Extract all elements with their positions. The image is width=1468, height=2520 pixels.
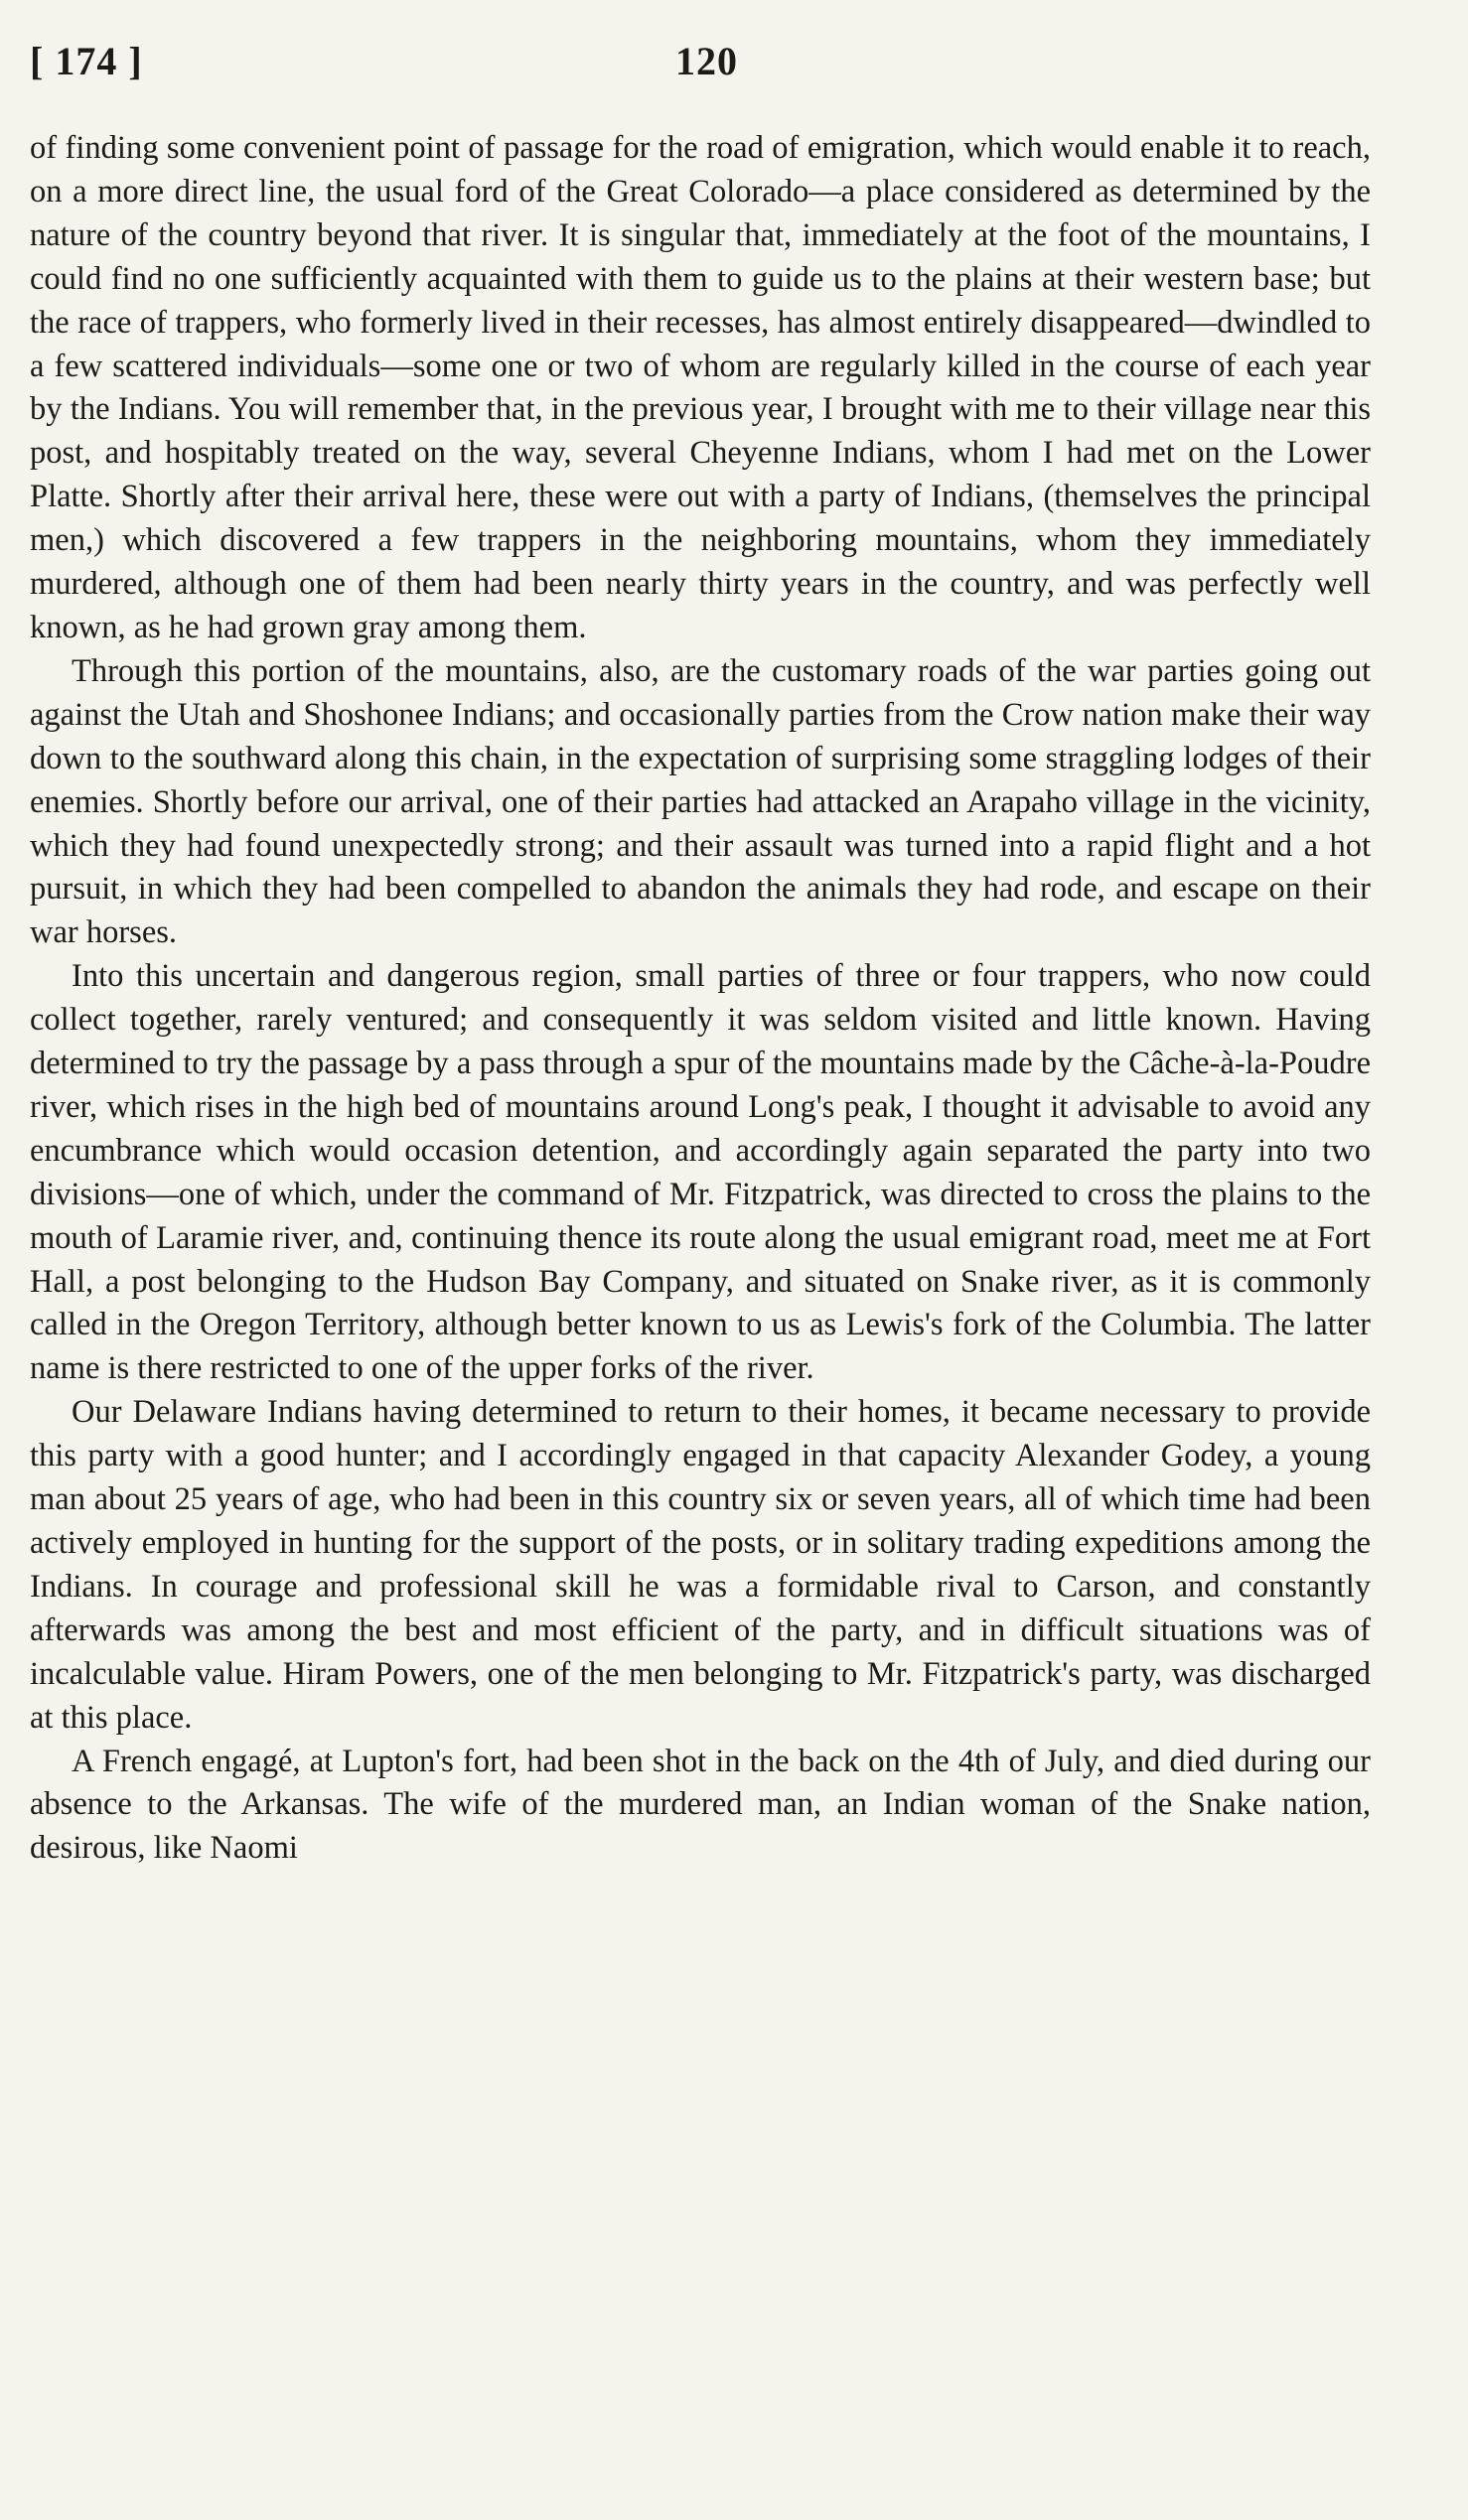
paragraph-1: of finding some convenient point of passage for the road of emigration, which would enable it to reach, on a more direct line, the usual ford of the Great Colorado—a place considered as determined by the nature of the country beyond that river. It is singular that, immediately at the foot of the mountains, I could find no one sufficiently acquainted with them to guide us to the plains at their western base; but the race of trappers, who formerly lived in their recesses, has almost entirely disappeared—dwindled to a few scattered individuals—some one or two of whom are regularly killed in the course of each year by the Indians. You will remember that, in the previous year, I brought with me to their village near this post, and hospitably treated on the way, several Cheyenne Indians, whom I had met on the Lower Platte. Shortly after their arrival here, these were out with a party of Indians, (themselves the principal men,) which discovered a few trappers in the neighboring mountains, whom they immediately murdered, although one of them had been nearly thirty years in the country, and was perfectly well known, as he had grown gray among them. — [30, 130, 1371, 645]
paragraph-3: Into this uncertain and dangerous region, small parties of three or four trappers, who now could collect together, rarely ventured; and consequently it was seldom visited and little known. Having determined to try the passage by a pass through a spur of the mountains made by the Câche-à-la-Poudre river, which rises in the high bed of mountains around Long's peak, I thought it advisable to avoid any encumbrance which would occasion detention, and accordingly again separated the party into two divisions—one of which, under the command of Mr. Fitzpatrick, was directed to cross the plains to the mouth of Laramie river, and, continuing thence its route along the usual emigrant road, meet me at Fort Hall, a post belonging to the Hudson Bay Company, and situated on Snake river, as it is commonly called in the Oregon Territory, although better known to us as Lewis's fork of the Columbia. The latter name is there restricted to one of the upper forks of the river. — [30, 958, 1371, 1387]
page-header — [30, 30, 745, 99]
page-number: 120 — [675, 39, 738, 83]
paragraph-5: A French engagé, at Lupton's fort, had been shot in the back on the 4th of July, and died during our absence to the Arkansas. The wife of the murdered man, an Indian woman of the Snake nation, desirous, like Naomi — [30, 1743, 1371, 1867]
paragraph-4: Our Delaware Indians having determined to return to their homes, it became necessary to provide this party with a good hunter; and I accordingly engaged in that capacity Alexander Godey, a young man about 25 years of age, who had been in this country six or seven years, all of which time had been actively employed in hunting for the support of the posts, or in solitary trading expeditions among the Indians. In courage and professional skill he was a formidable rival to Carson, and constantly afterwards was among the best and most efficient of the party, and in difficult situations was of incalculable value. Hiram Powers, one of the men belonging to Mr. Fitzpatrick's party, was discharged at this place. — [30, 1394, 1371, 1736]
paragraph-2: Through this portion of the mountains, also, are the customary roads of the war parties going out against the Utah and Shoshonee Indians; and occasionally parties from the Crow nation make their way down to the southward along this chain, in the expectation of surprising some straggling lodges of their enemies. Shortly before our arrival, one of their parties had attacked an Arapaho village in the vicinity, which they had found unexpectedly strong; and their assault was turned into a rapid flight and a hot pursuit, in which they had been compelled to abandon the animals they had rode, and escape on their war horses. — [30, 652, 1371, 951]
bracket-page-number: [ 174 ] — [30, 39, 143, 83]
body-text — [30, 127, 1371, 1871]
